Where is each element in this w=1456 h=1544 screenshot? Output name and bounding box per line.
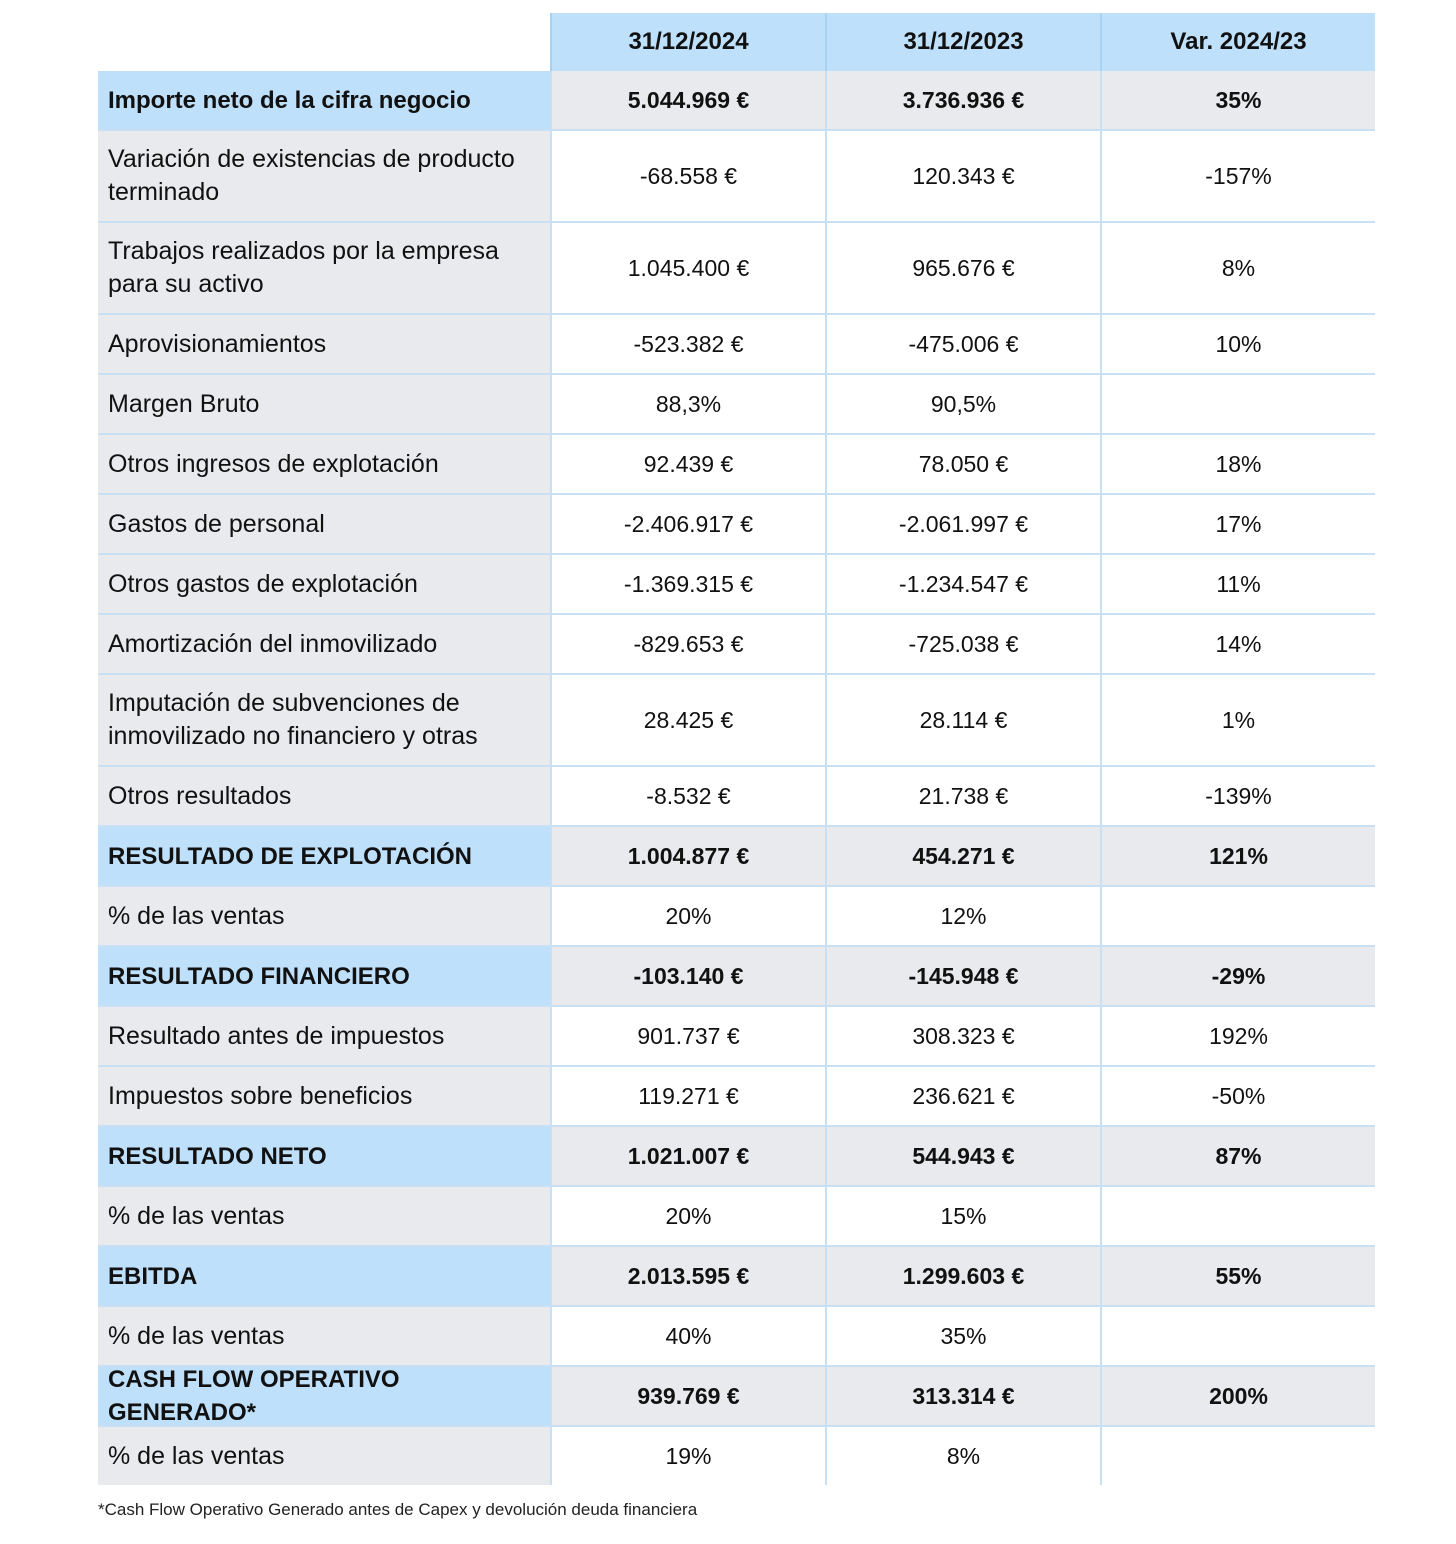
row-label: Gastos de personal — [98, 495, 550, 553]
value-variation: 55% — [1100, 1247, 1375, 1305]
table-row — [98, 435, 1375, 495]
value-2023: 313.314 € — [825, 1367, 1100, 1425]
row-label: Otros resultados — [98, 767, 550, 825]
table-row — [98, 615, 1375, 675]
value-variation — [1100, 375, 1375, 433]
value-2023: 965.676 € — [825, 223, 1100, 313]
value-variation: 192% — [1100, 1007, 1375, 1065]
value-variation: -157% — [1100, 131, 1375, 221]
value-2024: 92.439 € — [550, 435, 825, 493]
value-2023: -2.061.997 € — [825, 495, 1100, 553]
value-variation: 10% — [1100, 315, 1375, 373]
value-2023: -145.948 € — [825, 947, 1100, 1005]
row-label: % de las ventas — [98, 1307, 550, 1365]
value-variation: 121% — [1100, 827, 1375, 885]
value-2023: 544.943 € — [825, 1127, 1100, 1185]
row-label: % de las ventas — [98, 1427, 550, 1485]
value-variation: 11% — [1100, 555, 1375, 613]
value-2024: 28.425 € — [550, 675, 825, 765]
value-2024: 88,3% — [550, 375, 825, 433]
table-row — [98, 767, 1375, 827]
value-variation — [1100, 1427, 1375, 1485]
value-2024: -8.532 € — [550, 767, 825, 825]
row-label: Resultado antes de impuestos — [98, 1007, 550, 1065]
value-2024: 20% — [550, 887, 825, 945]
table-row — [98, 887, 1375, 947]
value-variation: 87% — [1100, 1127, 1375, 1185]
table-row — [98, 675, 1375, 767]
value-2024: 1.045.400 € — [550, 223, 825, 313]
value-2023: 15% — [825, 1187, 1100, 1245]
value-2024: 1.021.007 € — [550, 1127, 825, 1185]
value-variation: 17% — [1100, 495, 1375, 553]
value-variation — [1100, 1187, 1375, 1245]
value-2024: 119.271 € — [550, 1067, 825, 1125]
row-label: Impuestos sobre beneficios — [98, 1067, 550, 1125]
row-label: Imputación de subvenciones de inmovilizado no financiero y otras — [98, 675, 550, 765]
value-2023: 21.738 € — [825, 767, 1100, 825]
value-variation — [1100, 887, 1375, 945]
table-row — [98, 495, 1375, 555]
header-2024: 31/12/2024 — [550, 13, 825, 71]
row-label: Importe neto de la cifra negocio — [98, 71, 550, 129]
value-2023: 120.343 € — [825, 131, 1100, 221]
value-variation: -29% — [1100, 947, 1375, 1005]
value-2024: 939.769 € — [550, 1367, 825, 1425]
row-label: % de las ventas — [98, 1187, 550, 1245]
header-2023: 31/12/2023 — [825, 13, 1100, 71]
value-2023: 1.299.603 € — [825, 1247, 1100, 1305]
income-statement-table — [98, 13, 1375, 1485]
value-2023: 78.050 € — [825, 435, 1100, 493]
value-2024: 901.737 € — [550, 1007, 825, 1065]
table-row — [98, 947, 1375, 1007]
table-row — [98, 1307, 1375, 1367]
value-2024: 1.004.877 € — [550, 827, 825, 885]
value-2023: 8% — [825, 1427, 1100, 1485]
table-row — [98, 131, 1375, 223]
value-variation: 35% — [1100, 71, 1375, 129]
value-variation: -50% — [1100, 1067, 1375, 1125]
row-label: % de las ventas — [98, 887, 550, 945]
row-label: EBITDA — [98, 1247, 550, 1305]
value-2023: 90,5% — [825, 375, 1100, 433]
table-header-row — [98, 13, 1375, 71]
header-empty-cell — [98, 13, 550, 71]
value-2023: 308.323 € — [825, 1007, 1100, 1065]
row-label: Margen Bruto — [98, 375, 550, 433]
value-variation — [1100, 1307, 1375, 1365]
value-variation: 14% — [1100, 615, 1375, 673]
value-2024: -68.558 € — [550, 131, 825, 221]
value-variation: 200% — [1100, 1367, 1375, 1425]
value-2023: -475.006 € — [825, 315, 1100, 373]
table-row — [98, 71, 1375, 131]
value-variation: 8% — [1100, 223, 1375, 313]
table-row — [98, 1067, 1375, 1127]
row-label: Otros ingresos de explotación — [98, 435, 550, 493]
table-row — [98, 1247, 1375, 1307]
table-row — [98, 223, 1375, 315]
table-row — [98, 555, 1375, 615]
value-variation: 18% — [1100, 435, 1375, 493]
table-row — [98, 827, 1375, 887]
value-variation: 1% — [1100, 675, 1375, 765]
value-2024: 40% — [550, 1307, 825, 1365]
table-row — [98, 1427, 1375, 1485]
table-row — [98, 1007, 1375, 1067]
table-row — [98, 1367, 1375, 1427]
header-variation: Var. 2024/23 — [1100, 13, 1375, 71]
table-row — [98, 315, 1375, 375]
value-2024: -103.140 € — [550, 947, 825, 1005]
row-label: Trabajos realizados por la empresa para su activo — [98, 223, 550, 313]
value-2024: -523.382 € — [550, 315, 825, 373]
row-label: RESULTADO DE EXPLOTACIÓN — [98, 827, 550, 885]
row-label: Otros gastos de explotación — [98, 555, 550, 613]
table-row — [98, 1127, 1375, 1187]
value-2024: -2.406.917 € — [550, 495, 825, 553]
row-label: Aprovisionamientos — [98, 315, 550, 373]
value-variation: -139% — [1100, 767, 1375, 825]
value-2023: -725.038 € — [825, 615, 1100, 673]
footnote: *Cash Flow Operativo Generado antes de Capex y devolución deuda financiera — [98, 1500, 698, 1519]
row-label: Variación de existencias de producto terminado — [98, 131, 550, 221]
value-2023: 3.736.936 € — [825, 71, 1100, 129]
value-2023: 236.621 € — [825, 1067, 1100, 1125]
value-2023: 12% — [825, 887, 1100, 945]
value-2024: 19% — [550, 1427, 825, 1485]
table-row — [98, 1187, 1375, 1247]
value-2024: 2.013.595 € — [550, 1247, 825, 1305]
row-label: CASH FLOW OPERATIVO GENERADO* — [98, 1367, 550, 1425]
row-label: Amortización del inmovilizado — [98, 615, 550, 673]
row-label: RESULTADO FINANCIERO — [98, 947, 550, 1005]
value-2023: 454.271 € — [825, 827, 1100, 885]
value-2024: -1.369.315 € — [550, 555, 825, 613]
value-2024: -829.653 € — [550, 615, 825, 673]
value-2023: 35% — [825, 1307, 1100, 1365]
table-body — [98, 71, 1375, 1485]
row-label: RESULTADO NETO — [98, 1127, 550, 1185]
value-2023: 28.114 € — [825, 675, 1100, 765]
table-row — [98, 375, 1375, 435]
value-2023: -1.234.547 € — [825, 555, 1100, 613]
value-2024: 20% — [550, 1187, 825, 1245]
value-2024: 5.044.969 € — [550, 71, 825, 129]
